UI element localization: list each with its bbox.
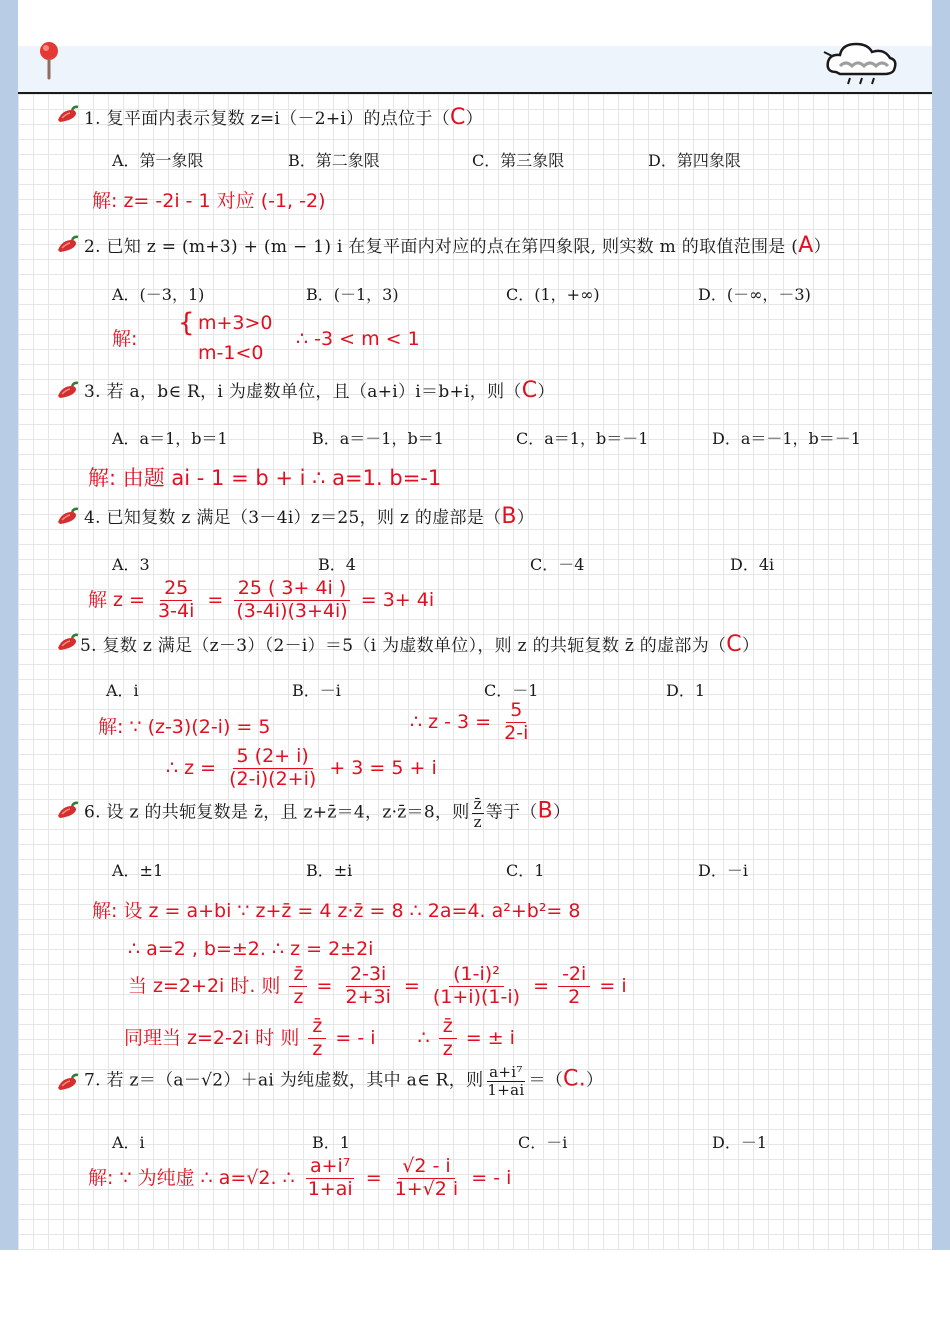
q2-solution-line-2: m-1<0	[198, 342, 264, 364]
q6-therefore: ∴	[417, 1026, 430, 1049]
q2-option-c: C．(1，+∞)	[506, 285, 600, 304]
q6-frac-f-num: z̄	[439, 1016, 457, 1039]
q4-fraction-1-num: 25	[160, 578, 192, 601]
q3-option-c: C．a＝1，b＝－1	[516, 429, 649, 448]
chili-pepper-icon	[54, 234, 80, 256]
question-3-close: ）	[537, 382, 555, 402]
question-4-close: ）	[516, 508, 535, 528]
question-1-prompt: 1. 复平面内表示复数 z=i（－2+i）的点位于（	[84, 109, 450, 129]
q6-frac-b	[341, 964, 394, 1009]
chili-pepper-icon	[54, 104, 80, 126]
q5-solution-line-1: 解: ∵ (z-3)(2-i) = 5	[98, 716, 271, 738]
q7-prompt-fraction-den: 1+ai	[487, 1080, 525, 1099]
q4-fraction-2-den: (3-4i)(3+4i)	[236, 599, 348, 622]
q6-eq-2: =	[403, 974, 420, 997]
q6-frac-a-den: z	[293, 985, 304, 1008]
chili-pepper-icon	[54, 380, 80, 402]
q7-prompt-fraction-num: a+i⁷	[489, 1063, 523, 1081]
q7-frac-1-num: a+i⁷	[306, 1156, 354, 1179]
q7-solution	[88, 1156, 511, 1201]
q4-option-c: C．－4	[530, 555, 585, 574]
q4-solution-result: = 3+ 4i	[360, 588, 435, 611]
q2-solution-label: 解:	[112, 328, 138, 350]
q7-prompt-fraction	[485, 1064, 526, 1098]
q6-frac-e	[308, 1016, 326, 1061]
q5-step: ∴ z - 3 =	[410, 710, 492, 733]
question-6	[84, 796, 570, 830]
q5-fraction-1	[500, 700, 532, 745]
q5-option-c: C．－1	[484, 681, 539, 700]
right-frame	[932, 0, 950, 1250]
q7-option-c: C．－i	[518, 1133, 568, 1152]
q3-option-b: B．a＝－1，b＝1	[312, 429, 444, 448]
question-1-answer: C	[449, 105, 466, 130]
q5-step-2: ∴ z =	[166, 756, 217, 779]
q6-case-2: 同理当 z=2-2i 时 则	[124, 1026, 300, 1049]
q6-prompt-fraction-den: z	[473, 812, 482, 831]
question-2	[84, 232, 831, 258]
q3-option-a: A．a＝1，b＝1	[112, 429, 228, 448]
question-2-close: ）	[813, 237, 831, 257]
chili-pepper-icon	[54, 632, 80, 654]
q6-option-b: B．±i	[306, 861, 353, 880]
q6-result-1: = i	[599, 974, 627, 997]
question-7-answer: C.	[563, 1066, 587, 1092]
q5-option-a: A．i	[106, 681, 139, 700]
q6-frac-d-den: 2	[568, 985, 581, 1008]
question-7	[84, 1064, 603, 1098]
q5-solution-result: + 3 = 5 + i	[329, 756, 437, 779]
q6-option-a: A．±1	[112, 861, 164, 880]
q7-option-a: A．i	[112, 1133, 145, 1152]
q4-fraction-2	[232, 578, 351, 623]
top-banner	[18, 46, 932, 94]
q6-frac-d-num: -2i	[558, 964, 590, 987]
question-2-prompt: 2. 已知 z = (m+3) + (m − 1) i 在复平面内对应的点在第四象限, 则实数 m 的取值范围是 (	[84, 237, 799, 257]
question-5	[80, 631, 759, 657]
q6-solution-line-4	[124, 1016, 515, 1061]
q6-result-2: = - i	[335, 1026, 376, 1049]
q7-option-d: D．－1	[712, 1133, 768, 1152]
q1-solution: 解: z= -2i - 1 对应 (-1, -2)	[92, 190, 326, 212]
q1-option-a: A．第一象限	[112, 151, 204, 170]
question-3-prompt: 3. 若 a，b∈ R，i 为虚数单位，且（a+i）i＝b+i，则（	[84, 382, 522, 402]
q5-fraction-2-num: 5 (2+ i)	[233, 746, 313, 769]
q7-frac-1	[304, 1156, 357, 1201]
question-7-prompt: 7. 若 z＝（a－√2）＋ai 为纯虚数，其中 a∈ R，则	[84, 1070, 484, 1091]
question-5-answer: C	[726, 632, 742, 657]
q6-case-1: 当 z=2+2i 时. 则	[128, 974, 281, 997]
q5-fraction-2	[225, 746, 320, 791]
q1-option-d: D．第四象限	[648, 151, 741, 170]
q6-eq-1: =	[316, 974, 333, 997]
question-6-close: ）	[553, 802, 571, 823]
q6-solution-line-1: 解: 设 z = a+bi ∵ z+z̄ = 4 z·z̄ = 8 ∴ 2a=4. a²+b²= 8	[92, 900, 581, 922]
q6-option-c: C．1	[506, 861, 545, 880]
question-6-answer: B	[537, 798, 554, 824]
q6-prompt-fraction	[472, 796, 484, 830]
q6-final: = ± i	[465, 1026, 515, 1049]
q4-solution	[88, 578, 434, 623]
question-7-close: ）	[586, 1070, 604, 1091]
q6-frac-a	[289, 964, 307, 1009]
q6-solution-line-2: ∴ a=2 , b=±2. ∴ z = 2±2i	[128, 938, 374, 960]
question-1-close: ）	[465, 109, 483, 129]
q2-option-b: B．(－1，3)	[306, 285, 399, 304]
q4-option-d: D．4i	[730, 555, 775, 574]
question-3	[84, 377, 555, 403]
q6-eq-3: =	[533, 974, 550, 997]
rain-cloud-icon	[822, 38, 900, 88]
q4-option-b: B．4	[318, 555, 356, 574]
question-5-prompt: 5. 复数 z 满足（z－3）（2－i）＝5（i 为虚数单位），则 z 的共轭复数 z̄ 的虚部为（	[80, 636, 727, 656]
q6-frac-c-num: (1-i)²	[449, 964, 504, 987]
q5-option-b: B．－i	[292, 681, 341, 700]
pushpin-icon	[36, 40, 62, 80]
left-frame	[0, 0, 18, 1250]
q5-fraction-2-den: (2-i)(2+i)	[229, 767, 317, 790]
q6-frac-f	[439, 1016, 457, 1061]
q3-option-d: D．a＝－1，b＝－1	[712, 429, 861, 448]
q6-prompt-fraction-num: z̄	[473, 795, 482, 813]
q6-frac-b-den: 2+3i	[345, 985, 391, 1008]
q6-frac-c-den: (1+i)(1-i)	[432, 985, 521, 1008]
question-7-prompt-tail: ＝（	[528, 1070, 564, 1091]
question-5-close: ）	[741, 636, 760, 656]
q3-solution: 解: 由题 ai - 1 = b + i ∴ a=1. b=-1	[88, 466, 442, 490]
question-4-answer: B	[501, 504, 517, 529]
q7-option-b: B．1	[312, 1133, 350, 1152]
q2-solution-result: ∴ -3 < m < 1	[296, 328, 420, 350]
q2-solution-line-1: m+3>0	[198, 312, 273, 334]
q5-fraction-1-num: 5	[506, 700, 526, 723]
q6-frac-f-den: z	[442, 1037, 453, 1060]
q4-solution-lhs: 解 z =	[88, 588, 145, 611]
q6-solution-line-3	[128, 964, 627, 1009]
question-1	[84, 104, 483, 130]
q5-solution-line-1b	[410, 700, 535, 745]
chili-pepper-icon	[54, 1072, 80, 1094]
q7-solution-lhs: 解: ∵ 为纯虚 ∴ a=√2. ∴	[88, 1166, 295, 1189]
question-2-answer: A	[798, 233, 814, 258]
question-6-prompt: 6. 设 z 的共轭复数是 z̄，且 z+z̄＝4，z·z̄＝8，则	[84, 802, 470, 823]
question-4-prompt: 4. 已知复数 z 满足（3－4i）z＝25，则 z 的虚部是（	[84, 508, 502, 528]
q1-option-b: B．第二象限	[288, 151, 380, 170]
q7-frac-2-den: 1+√2 i	[394, 1177, 459, 1200]
q6-option-d: D．－i	[698, 861, 748, 880]
chili-pepper-icon	[54, 506, 80, 528]
q2-option-d: D．(－∞，－3)	[698, 285, 811, 304]
q7-solution-result: = - i	[471, 1166, 512, 1189]
q7-eq: =	[365, 1166, 382, 1189]
question-6-prompt-tail: 等于（	[485, 802, 538, 823]
q2-brace: {	[178, 308, 195, 338]
question-3-answer: C	[521, 378, 538, 403]
question-4	[84, 503, 534, 529]
q4-equals: =	[207, 588, 224, 611]
q6-frac-b-num: 2-3i	[346, 964, 390, 987]
bottom-margin	[0, 1250, 950, 1341]
q5-solution-line-2	[166, 746, 437, 791]
q1-option-c: C．第三象限	[472, 151, 565, 170]
q6-frac-e-num: z̄	[308, 1016, 326, 1039]
q2-option-a: A．(－3，1)	[112, 285, 205, 304]
q4-option-a: A．3	[112, 555, 150, 574]
q7-frac-1-den: 1+ai	[307, 1177, 353, 1200]
q5-fraction-1-den: 2-i	[504, 721, 529, 744]
q6-frac-d	[558, 964, 590, 1009]
q6-frac-a-num: z̄	[289, 964, 307, 987]
q6-frac-c	[429, 964, 524, 1009]
q5-option-d: D．1	[666, 681, 706, 700]
q4-fraction-2-num: 25 ( 3+ 4i )	[234, 578, 351, 601]
q7-frac-2-num: √2 - i	[398, 1156, 454, 1179]
q6-frac-e-den: z	[312, 1037, 323, 1060]
chili-pepper-icon	[54, 800, 80, 822]
q4-fraction-1-den: 3-4i	[158, 599, 195, 622]
q4-fraction-1	[154, 578, 198, 623]
q7-frac-2	[391, 1156, 463, 1201]
